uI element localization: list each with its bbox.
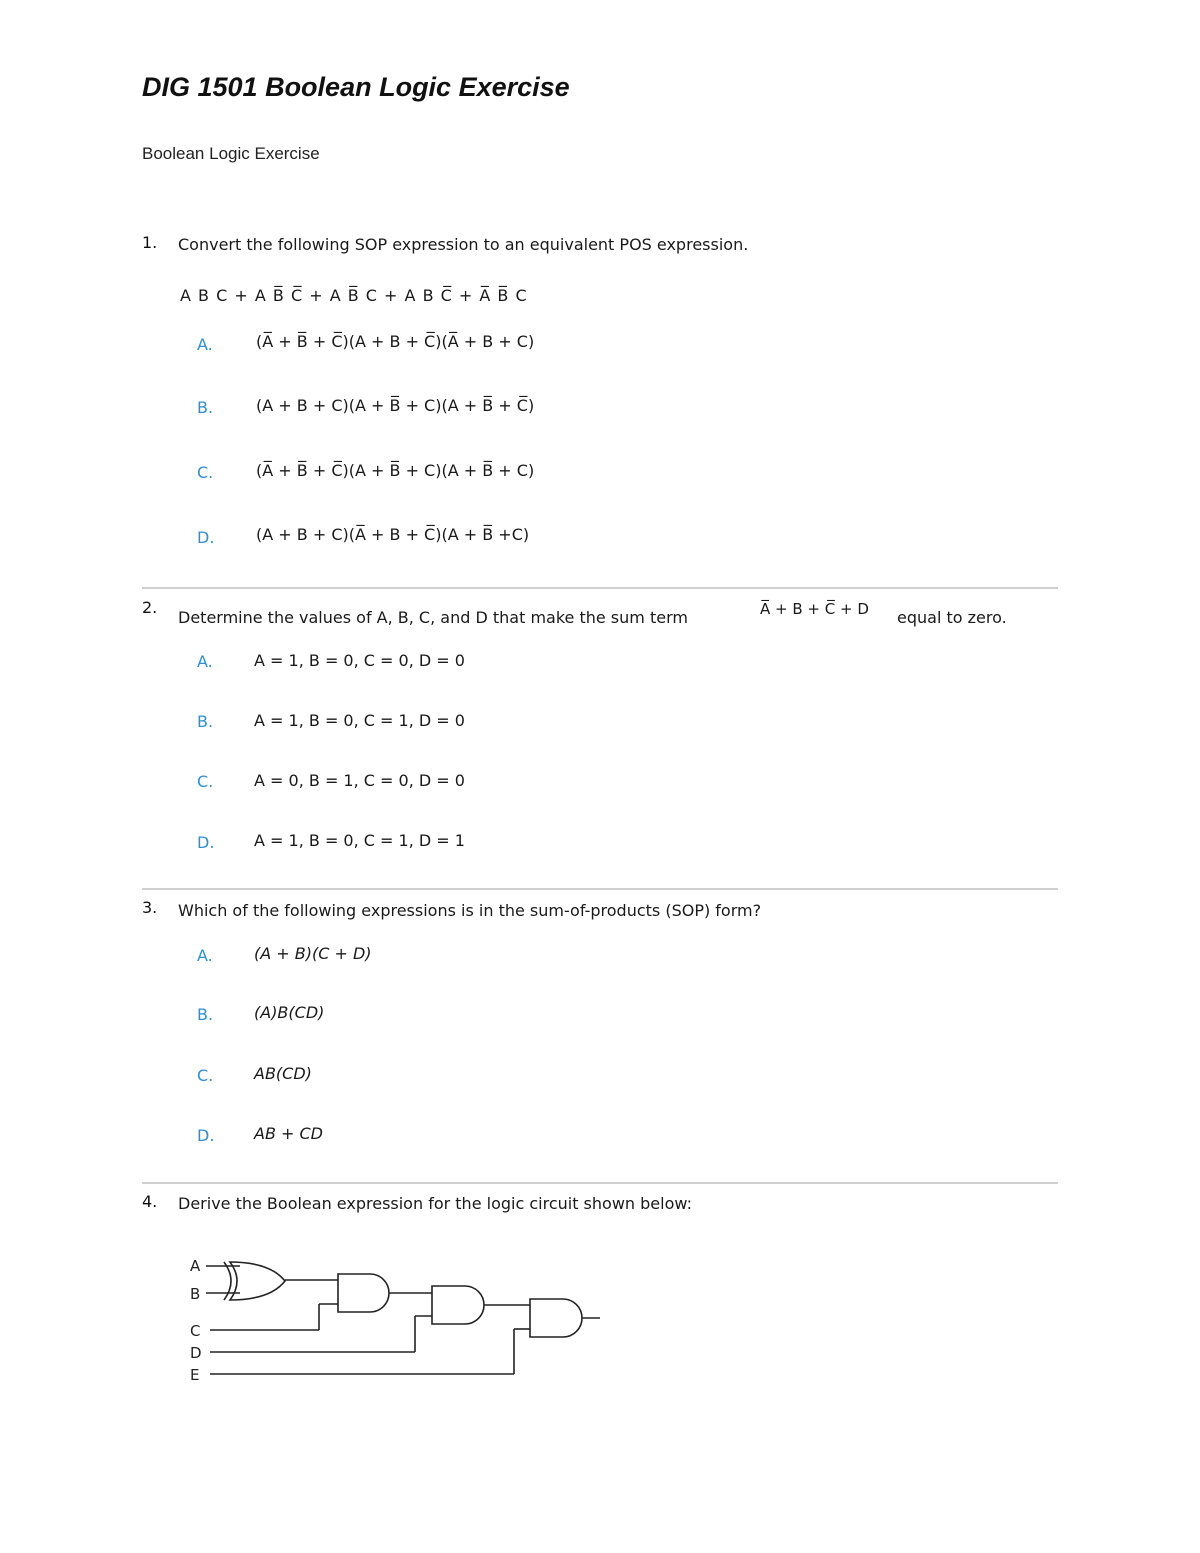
q2-option-d-text: A = 1, B = 0, C = 1, D = 1: [254, 831, 465, 850]
q3-option-b-letter[interactable]: B.: [197, 1005, 214, 1024]
q3-option-a-letter[interactable]: A.: [197, 946, 213, 965]
and-gate-1-icon: [338, 1274, 389, 1312]
q2-option-a-text: A = 1, B = 0, C = 0, D = 0: [254, 651, 465, 670]
q3-option-b-text: (A)B(CD): [254, 1003, 325, 1022]
or-gate-back-curve: [224, 1262, 231, 1300]
q1-option-a-text: (A̅ + B̅ + C̅)(A + B + C̅)(A̅ + B + C): [256, 332, 535, 351]
q1-option-d-text: (A + B + C)(A̅ + B + C̅)(A + B̅ +C): [256, 525, 530, 544]
question-4-text: Derive the Boolean expression for the logic circuit shown below:: [178, 1194, 692, 1213]
q2-option-b-text: A = 1, B = 0, C = 1, D = 0: [254, 711, 465, 730]
q3-option-c-letter[interactable]: C.: [197, 1066, 214, 1085]
q1-option-b-letter[interactable]: B.: [197, 398, 214, 417]
question-1-number: 1.: [142, 233, 158, 252]
question-2-text-end: equal to zero.: [897, 608, 1007, 627]
and-gate-3-icon: [530, 1299, 582, 1337]
circuit-input-a: A: [190, 1257, 201, 1275]
q3-option-d-letter[interactable]: D.: [197, 1126, 215, 1145]
or-gate-icon: [230, 1262, 285, 1300]
separator: [142, 1182, 1058, 1184]
question-3-text: Which of the following expressions is in the sum-of-products (SOP) form?: [178, 901, 762, 920]
q3-option-c-text: AB(CD): [254, 1064, 312, 1083]
q3-option-a-text: (A + B)(C + D): [254, 944, 372, 963]
q2-option-b-letter[interactable]: B.: [197, 712, 214, 731]
question-2-text: Determine the values of A, B, C, and D that make the sum term: [178, 608, 688, 627]
question-2-sum-term: A̅ + B + C̅ + D: [760, 600, 869, 618]
q1-option-a-letter[interactable]: A.: [197, 335, 213, 354]
question-4-number: 4.: [142, 1192, 158, 1211]
circuit-input-c: C: [190, 1322, 201, 1340]
question-1-text: Convert the following SOP expression to an equivalent POS expression.: [178, 235, 749, 254]
q3-option-d-text: AB + CD: [254, 1124, 323, 1143]
q1-option-c-letter[interactable]: C.: [197, 463, 214, 482]
document-title: DIG 1501 Boolean Logic Exercise: [142, 72, 570, 102]
and-gate-2-icon: [432, 1286, 484, 1324]
q1-option-b-text: (A + B + C)(A + B̅ + C)(A + B̅ + C̅): [256, 396, 535, 415]
q1-option-d-letter[interactable]: D.: [197, 528, 215, 547]
circuit-input-d: D: [190, 1344, 202, 1362]
separator: [142, 888, 1058, 890]
logic-circuit-diagram: [180, 1250, 620, 1390]
question-3-number: 3.: [142, 898, 158, 917]
q2-option-d-letter[interactable]: D.: [197, 833, 215, 852]
circuit-input-b: B: [190, 1285, 201, 1303]
circuit-input-e: E: [190, 1366, 200, 1384]
q2-option-c-letter[interactable]: C.: [197, 772, 214, 791]
question-1-expression: A B C + A B̅ C̅ + A B̅ C + A B C̅ + A̅ B̅ C: [180, 286, 528, 305]
q1-option-c-text: (A̅ + B̅ + C̅)(A + B̅ + C)(A + B̅ + C): [256, 461, 535, 480]
q2-option-c-text: A = 0, B = 1, C = 0, D = 0: [254, 771, 465, 790]
q2-option-a-letter[interactable]: A.: [197, 652, 213, 671]
separator: [142, 587, 1058, 589]
document-subtitle: Boolean Logic Exercise: [142, 144, 320, 163]
question-2-number: 2.: [142, 598, 158, 617]
